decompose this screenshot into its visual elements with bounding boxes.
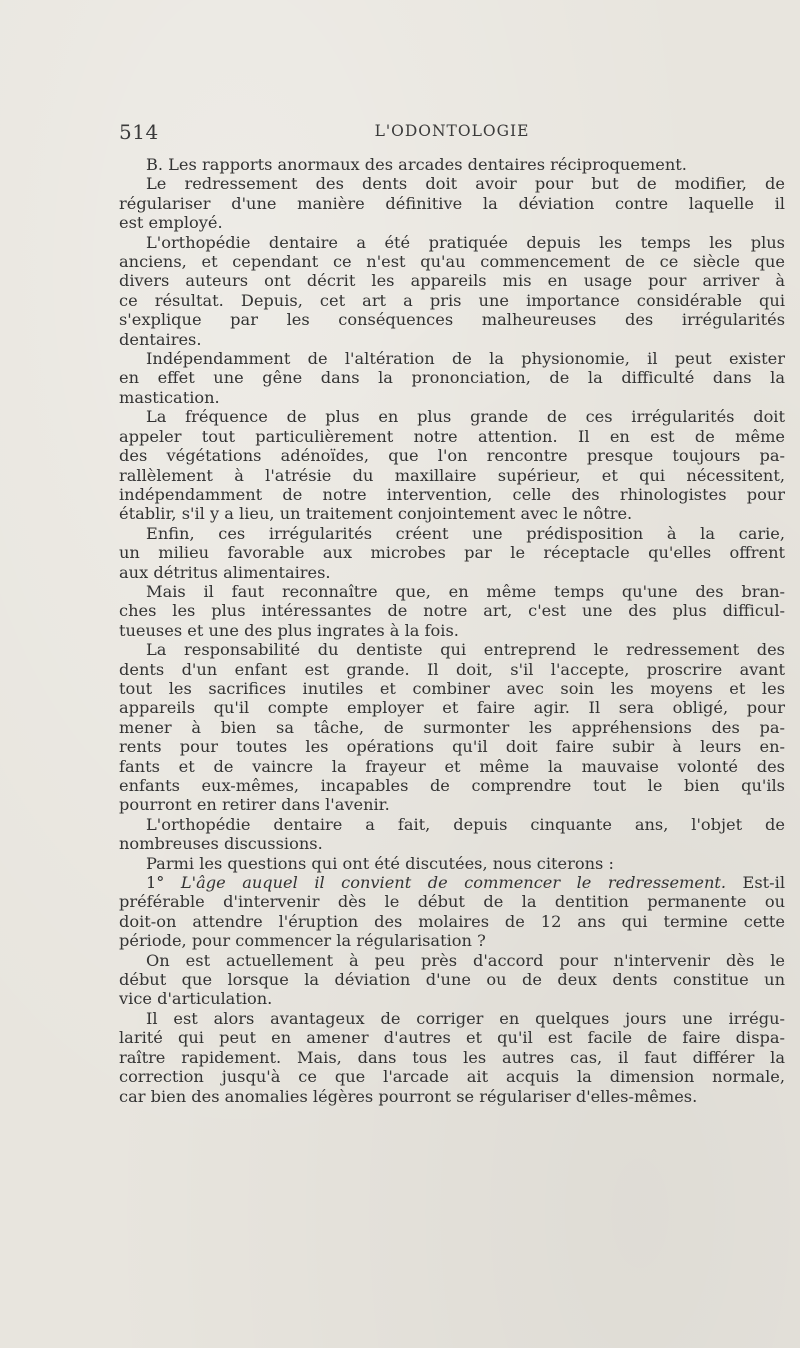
- text-line: Parmi les questions qui ont été discutées, nous citerons :: [146, 853, 614, 873]
- paragraph: [119, 815, 785, 854]
- body-text: [119, 155, 785, 1106]
- text-line: Enfin, ces irrégularités créent une prédisposition à la carie,: [146, 523, 785, 543]
- text-line: Indépendamment de l'altération de la physionomie, il peut exister: [146, 349, 785, 369]
- text-line: larité qui peut en amener d'autres et qu'il est facile de faire dispa-: [119, 1028, 785, 1048]
- text-line: mener à bien sa tâche, de surmonter les appréhensions des pa-: [119, 717, 785, 737]
- text-line: période, pour commencer la régularisation ?: [119, 931, 486, 951]
- text-line: dentaires.: [119, 329, 202, 349]
- text-line: des végétations adénoïdes, que l'on rencontre presque toujours pa-: [119, 446, 785, 466]
- text-line: dents d'un enfant est grande. Il doit, s'il l'accepte, proscrire avant: [119, 659, 785, 679]
- text-line: rallèlement à l'atrésie du maxillaire supérieur, et qui nécessitent,: [119, 465, 785, 485]
- paragraph: [119, 1009, 785, 1106]
- text-line: La fréquence de plus en plus grande de ces irrégularités doit: [146, 407, 785, 427]
- text-line: ches les plus intéressantes de notre art, c'est une des plus difficul-: [119, 601, 785, 621]
- text-line: B. Les rapports anormaux des arcades dentaires réciproquement.: [146, 155, 687, 174]
- running-title: L'ODONTOLOGIE: [374, 122, 530, 140]
- page-number: 514: [119, 120, 159, 144]
- paragraph: [119, 407, 785, 523]
- text-line: appeler tout particulièrement notre attention. Il en est de même: [119, 426, 785, 446]
- text-line: [119, 873, 785, 892]
- text-line: aux détritus alimentaires.: [119, 562, 331, 582]
- paragraph: [119, 582, 785, 640]
- text-line: en effet une gêne dans la prononciation, de la difficulté dans la: [119, 368, 785, 388]
- text-line: Mais il faut reconnaître que, en même temps qu'une des bran-: [146, 581, 785, 601]
- text-line: divers auteurs ont décrit les appareils mis en usage pour arriver à: [119, 271, 785, 291]
- paragraph: [119, 233, 785, 349]
- text-line: début que lorsque la déviation d'une ou de deux dents constitue un: [119, 970, 785, 990]
- paragraph: [119, 524, 785, 582]
- list-number: 1°: [146, 873, 181, 893]
- paragraph: [119, 349, 785, 407]
- text-line: tueuses et une des plus ingrates à la fois.: [119, 620, 459, 640]
- text-line: rents pour toutes les opérations qu'il doit faire subir à leurs en-: [119, 737, 785, 757]
- text-line: vice d'articulation.: [119, 989, 273, 1009]
- text-line: fants et de vaincre la frayeur et même la mauvaise volonté des: [119, 756, 785, 776]
- text-line: raître rapidement. Mais, dans tous les autres cas, il faut différer la: [119, 1047, 785, 1067]
- text-line: L'orthopédie dentaire a fait, depuis cinquante ans, l'objet de: [146, 814, 785, 834]
- text-line: anciens, et cependant ce n'est qu'au commencement de ce siècle que: [119, 252, 785, 272]
- paragraph: [119, 155, 785, 174]
- text-line: régulariser d'une manière définitive la déviation contre laquelle il: [119, 193, 785, 213]
- text-line: mastication.: [119, 387, 220, 407]
- paragraph: [119, 854, 785, 873]
- text-line: On est actuellement à peu près d'accord pour n'intervenir dès le: [146, 950, 785, 970]
- paragraph: [119, 873, 785, 951]
- text-line: ce résultat. Depuis, cet art a pris une importance considérable qui: [119, 290, 785, 310]
- text-line: correction jusqu'à ce que l'arcade ait acquis la dimension normale,: [119, 1067, 785, 1087]
- text-line: doit-on attendre l'éruption des molaires de 12 ans qui termine cette: [119, 911, 785, 931]
- italic-heading: L'âge auquel il convient de commencer le redressement.: [180, 873, 727, 893]
- text-line: indépendamment de notre intervention, celle des rhinologistes pour: [119, 484, 785, 504]
- text-line: établir, s'il y a lieu, un traitement conjointement avec le nôtre.: [119, 504, 633, 524]
- text-line: tout les sacrifices inutiles et combiner avec soin les moyens et les: [119, 678, 785, 698]
- text-line: pourront en retirer dans l'avenir.: [119, 795, 390, 815]
- text-line: un milieu favorable aux microbes par le réceptacle qu'elles offrent: [119, 543, 785, 563]
- text-line: nombreuses discussions.: [119, 834, 323, 854]
- text-line: s'explique par les conséquences malheureuses des irrégularités: [119, 310, 785, 330]
- text-line: enfants eux-mêmes, incapables de comprendre tout le bien qu'ils: [119, 776, 785, 795]
- text-line: La responsabilité du dentiste qui entreprend le redressement des: [146, 640, 785, 660]
- text-line: préférable d'intervenir dès le début de la dentition permanente ou: [119, 892, 785, 912]
- text-line: est employé.: [119, 213, 223, 233]
- text-line: appareils qu'il compte employer et faire agir. Il sera obligé, pour: [119, 698, 785, 718]
- text-line: Le redressement des dents doit avoir pour but de modifier, de: [146, 174, 785, 194]
- text-line: L'orthopédie dentaire a été pratiquée depuis les temps les plus: [146, 232, 785, 252]
- page-header: [119, 120, 785, 144]
- text-line: car bien des anomalies légères pourront se régulariser d'elles-mêmes.: [119, 1086, 698, 1106]
- text-run: Est-il: [726, 873, 785, 893]
- paragraph: [119, 640, 785, 815]
- paragraph: [119, 174, 785, 232]
- text-line: Il est alors avantageux de corriger en quelques jours une irrégu-: [146, 1008, 785, 1028]
- paragraph: [119, 951, 785, 1009]
